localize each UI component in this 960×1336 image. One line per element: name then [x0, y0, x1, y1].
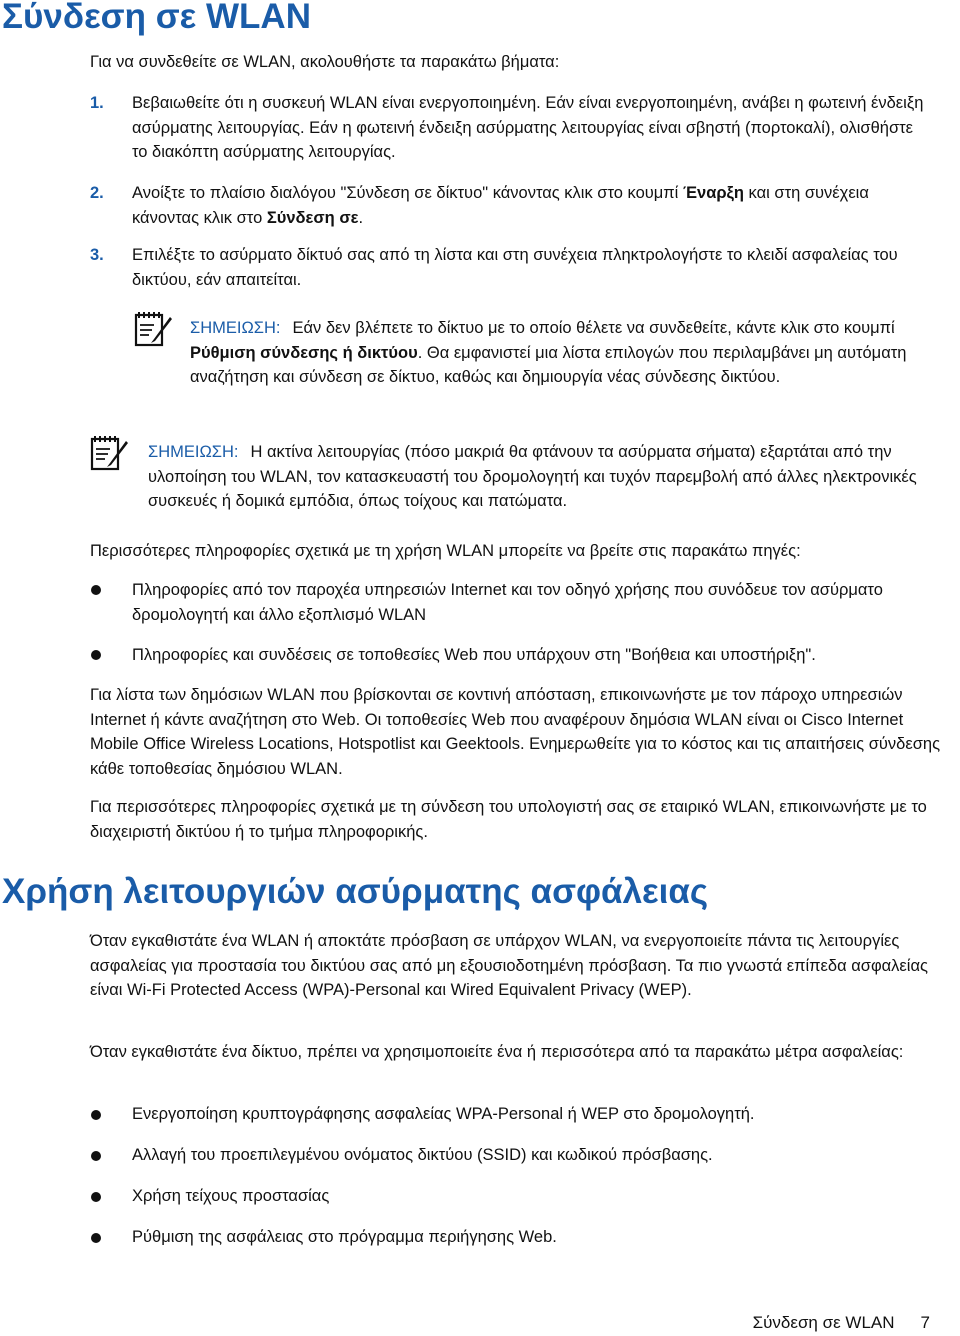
connect-to-ref: Σύνδεση σε	[266, 208, 359, 227]
intro-paragraph: Για να συνδεθείτε σε WLAN, ακολουθήστε τα παρακάτω βήματα:	[90, 53, 560, 71]
step-text-2: Ανοίξτε το πλαίσιο διαλόγου "Σύνδεση σε δίκτυο" κάνοντας κλικ στο κουμπί Έναρξη και στη συνέχεια κάνοντας κλικ στο Σύνδεση σε.	[132, 184, 869, 227]
measure-item-2: Αλλαγή του προεπιλεγμένου ονόματος δικτύου (SSID) και κωδικού πρόσβασης.	[132, 1146, 713, 1164]
note-icon	[88, 433, 132, 473]
step-number-1: 1.	[90, 94, 104, 112]
bullet	[91, 1192, 101, 1202]
section-heading-wlan-connect: Σύνδεση σε WLAN	[2, 0, 311, 36]
page-number: 7	[920, 1313, 930, 1332]
bullet	[91, 650, 101, 660]
security-paragraph-1: Όταν εγκαθιστάτε ένα WLAN ή αποκτάτε πρόσβαση σε υπάρχον WLAN, να ενεργοποιείτε πάντα τις λειτουργίες ασφαλείας για προστασία του δικτύου σας από μη εξουσιοδοτημένη πρόσβαση. Τα πιο γνωστά επίπεδα ασφαλείας είναι Wi-Fi Protected Access (WPA)-Personal και Wired Equivalent Privacy (WEP).	[90, 932, 928, 999]
note-icon	[132, 309, 176, 349]
network-setup-ref: Ρύθμιση σύνδεσης ή δικτύου	[190, 343, 418, 362]
step-number-2: 2.	[90, 184, 104, 202]
bullet	[91, 585, 101, 595]
step-number-3: 3.	[90, 246, 104, 264]
note-1: ΣΗΜΕΙΩΣΗ: Εάν δεν βλέπετε το δίκτυο με το οποίο θέλετε να συνδεθείτε, κάντε κλικ στο κουμπί Ρύθμιση σύνδεσης ή δικτύου. Θα εμφανιστεί μια λίστα επιλογών που περιλαμβάνει μη αυτόματη αναζήτηση και σύνδεση σε δίκτυο, καθώς και δημιουργία νέας σύνδεσης δικτύου.	[190, 319, 907, 386]
source-item-1: Πληροφορίες από τον παροχέα υπηρεσιών Internet και τον οδηγό χρήσης που συνόδευε τον ασύρματο δρομολογητή και άλλο εξοπλισμό WLAN	[132, 581, 883, 624]
security-paragraph-2: Όταν εγκαθιστάτε ένα δίκτυο, πρέπει να χρησιμοποιείτε ένα ή περισσότερα από τα παρακάτω μέτρα ασφαλείας:	[90, 1043, 904, 1061]
corporate-wlan-paragraph: Για περισσότερες πληροφορίες σχετικά με τη σύνδεση του υπολογιστή σας σε εταιρικό WLAN, επικοινωνήστε με το διαχειριστή δικτύου ή το τμήμα πληροφορικής.	[90, 798, 927, 841]
step-text-1: Βεβαιωθείτε ότι η συσκευή WLAN είναι ενεργοποιημένη. Εάν είναι ενεργοποιημένη, ανάβει η φωτεινή ένδειξη ασύρματης λειτουργίας. Εάν η φωτεινή ένδειξη ασύρματης λειτουργίας είναι σβηστή (πορτοκαλί), ολισθήστε το διακόπτη ασύρματης λειτουργίας.	[132, 94, 924, 161]
note-2: ΣΗΜΕΙΩΣΗ: Η ακτίνα λειτουργίας (πόσο μακριά θα φτάνουν τα ασύρματα σήματα) εξαρτάται από την υλοποίηση του WLAN, τον κατασκευαστή του δρομολογητή και τυχόν παρεμβολή από άλλες ηλεκτρονικές συσκευές ή δομικά εμπόδια, όπως τοίχους και πατώματα.	[148, 443, 917, 510]
source-item-2: Πληροφορίες και συνδέσεις σε τοποθεσίες Web που υπάρχουν στη "Βοήθεια και υποστήριξη".	[132, 646, 816, 664]
section-heading-wireless-security: Χρήση λειτουργιών ασύρματης ασφάλειας	[2, 872, 709, 911]
measure-item-3: Χρήση τείχους προστασίας	[132, 1187, 330, 1205]
public-wlan-paragraph: Για λίστα των δημόσιων WLAN που βρίσκονται σε κοντινή απόσταση, επικοινωνήστε με τον πάροχο υπηρεσιών Internet ή κάντε αναζήτηση στο Web. Οι τοποθεσίες Web που αναφέρουν δημόσια WLAN είναι οι Cisco Internet Mobile Office Wireless Locations, Hotspotlist και Geektools. Ενημερωθείτε για το κόστος και τις απαιτήσεις σύνδεσης κάθε τοποθεσίας δημόσιου WLAN.	[90, 686, 941, 778]
step-text-3: Επιλέξτε το ασύρματο δίκτυό σας από τη λίστα και στη συνέχεια πληκτρολογήστε το κλειδί ασφαλείας του δικτύου, εάν απαιτείται.	[132, 246, 898, 289]
note-2-label: ΣΗΜΕΙΩΣΗ:	[148, 443, 239, 461]
page-footer	[753, 1312, 930, 1334]
footer-section-title: Σύνδεση σε WLAN	[752, 1313, 895, 1332]
bullet	[91, 1233, 101, 1243]
bullet	[91, 1110, 101, 1120]
measure-item-1: Ενεργοποίηση κρυπτογράφησης ασφαλείας WPA-Personal ή WEP στο δρομολογητή.	[132, 1105, 755, 1123]
bullet	[91, 1151, 101, 1161]
more-info-paragraph: Περισσότερες πληροφορίες σχετικά με τη χρήση WLAN μπορείτε να βρείτε στις παρακάτω πηγές:	[90, 542, 801, 560]
note-1-label: ΣΗΜΕΙΩΣΗ:	[190, 319, 281, 337]
measure-item-4: Ρύθμιση της ασφάλειας στο πρόγραμμα περιήγησης Web.	[132, 1228, 557, 1246]
start-button-ref: Έναρξη	[682, 184, 744, 202]
